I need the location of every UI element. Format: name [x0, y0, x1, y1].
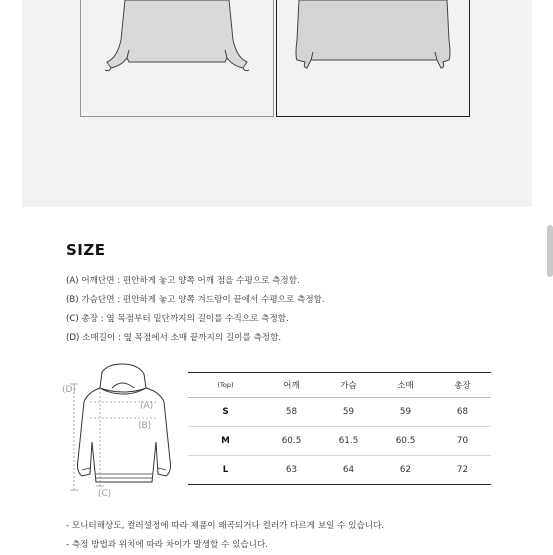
table-cell: 59 — [399, 407, 412, 417]
table-header-category: (Top) — [217, 381, 234, 389]
diagram-label-a: (A) — [140, 401, 154, 411]
size-section-title: SIZE — [66, 241, 106, 259]
note-sleeve: (D) 소매길이 : 옆 목점에서 소매 끝까지의 길이를 측정함. — [66, 333, 282, 343]
table-cell: 64 — [342, 465, 355, 475]
table-header-row — [188, 372, 491, 398]
size-label: M — [221, 436, 230, 446]
color-option-frame-selected[interactable] — [276, 0, 470, 117]
measurement-notes — [66, 272, 325, 348]
table-cell: 59 — [342, 407, 355, 417]
hoodie-front-illustration — [81, 0, 273, 115]
table-cell: 60.5 — [395, 436, 416, 446]
table-cell: 58 — [285, 407, 298, 417]
table-row — [188, 398, 491, 427]
table-cell: 62 — [399, 465, 412, 475]
scrollbar-thumb[interactable] — [547, 225, 553, 277]
table-header-shoulder: 어깨 — [283, 380, 300, 390]
table-cell: 61.5 — [338, 436, 359, 446]
table-row — [188, 427, 491, 456]
table-cell: 72 — [456, 465, 469, 475]
table-header-length: 총장 — [454, 380, 471, 390]
disclaimer-notes — [66, 517, 384, 555]
table-row — [188, 456, 491, 485]
note-shoulder: (A) 어깨단면 : 편안하게 놓고 양쪽 어깨 점을 수평으로 측정함. — [66, 276, 300, 286]
diagram-label-c: (C) — [98, 489, 112, 499]
size-label: L — [222, 465, 229, 475]
hoodie-measurement-diagram — [60, 362, 185, 500]
note-length: (C) 총장 : 옆 목점부터 밑단까지의 길이를 수직으로 측정함. — [66, 314, 289, 324]
table-header-chest: 가슴 — [340, 380, 357, 390]
table-cell: 60.5 — [281, 436, 302, 446]
color-option-frame-gray[interactable] — [80, 0, 274, 117]
size-label: S — [222, 407, 229, 417]
size-table — [188, 372, 491, 485]
diagram-label-d: (D) — [62, 385, 76, 395]
footnote-measurement: - 측정 방법과 위치에 따라 차이가 발생할 수 있습니다. — [66, 540, 269, 550]
table-cell: 70 — [456, 436, 469, 446]
note-chest: (B) 가슴단면 : 편안하게 놓고 양쪽 겨드랑이 끝에서 수평으로 측정함. — [66, 295, 325, 305]
diagram-label-b: (B) — [138, 421, 152, 431]
table-cell: 63 — [285, 465, 298, 475]
table-cell: 68 — [456, 407, 469, 417]
footnote-color: - 모니터해상도, 컬러설정에 따라 제품이 왜곡되거나 컬러가 다르게 보일 수 있습니다. — [66, 521, 385, 531]
hoodie-front-illustration-selected — [277, 0, 469, 115]
table-header-sleeve: 소매 — [397, 380, 414, 390]
